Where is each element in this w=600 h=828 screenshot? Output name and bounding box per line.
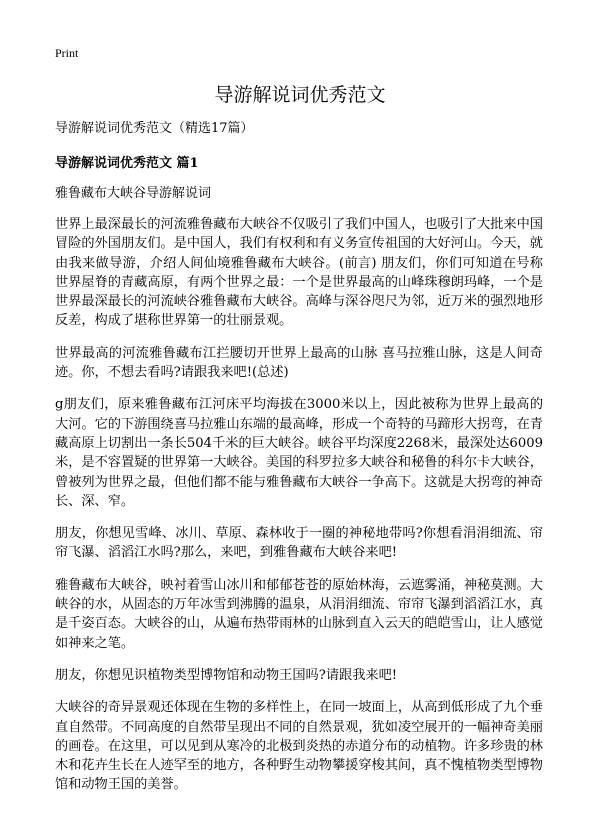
paragraph-2: 世界最高的河流雅鲁藏布江拦腰切开世界上最高的山脉 喜马拉雅山脉，这是人间奇迹。你，不想去看吗?请跟我来吧!(总述) bbox=[55, 345, 543, 381]
paragraph-7: 大峡谷的奇异景观还体现在生物的多样性上，在同一坡面上，从高到低形成了九个垂直自然带。不同高度的自然带呈现出不同的自然景观，犹如凌空展开的一幅神奇美丽的画卷。在这里，可以见到从寒冷的北极到炎热的赤道分布的动植物。许多珍贵的林木和花卉生长在人迹罕至的地方，各种野生动物攀援穿梭其间，真不愧植物类型博物馆和动物王国的美誉。 bbox=[55, 700, 543, 793]
section-heading: 导游解说词优秀范文 篇1 bbox=[55, 156, 199, 171]
document-body bbox=[55, 120, 543, 808]
document-subtitle: 导游解说词优秀范文（精选17篇） bbox=[55, 121, 254, 136]
paragraph-4: 朋友，你想见雪峰、冰川、草原、森林收于一圈的神秘地带吗?你想看涓涓细流、帘帘飞瀑、滔滔江水吗?那么，来吧，到雅鲁藏布大峡谷来吧! bbox=[55, 526, 543, 561]
paragraph-3: g朋友们，原来雅鲁藏布江河床平均海拔在3000米以上，因此被称为世界上最高的大河。它的下游围绕喜马拉雅山东端的最高峰，形成一个奇特的马蹄形大拐弯，在青藏高原上切割出一条长504千米的巨大峡谷。峡谷平均深度2268米，最深处达6009米，是不容置疑的世界第一大峡谷。美国的科罗拉多大峡谷和秘鲁的科尔卡大峡谷，曾被列为世界之最，但他们都不能与雅鲁藏布大峡谷一争高下。这就是大拐弯的神奇长、深、窄。 bbox=[55, 397, 543, 509]
paragraph-1: 世界上最深最长的河流雅鲁藏布大峡谷不仅吸引了我们中国人，也吸引了大批来中国冒险的外国朋友们。是中国人，我们有权利和有义务宣传祖国的大好河山。今天，就由我来做导游，介绍人间仙境雅鲁藏布大峡谷。(前言) 朋友们，你们可知道在号称世界屋脊的青藏高原，有两个世界之最：一个是世界最高的山峰珠穆朗玛峰，一个是世界最深最长的河流峡谷雅鲁藏布大峡谷。高峰与深谷咫尺为邻，近万米的强烈地形反差，构成了堪称世界第一的壮丽景观。 bbox=[55, 217, 543, 329]
print-label: Print bbox=[55, 46, 79, 60]
article-title: 雅鲁藏布大峡谷导游解说词 bbox=[55, 186, 212, 201]
paragraph-6: 朋友，你想见识植物类型博物馆和动物王国吗?请跟我来吧! bbox=[55, 667, 398, 683]
page-title: 导游解说词优秀范文 bbox=[214, 84, 386, 106]
paragraph-5: 雅鲁藏布大峡谷，映衬着雪山冰川和郁郁苍苍的原始林海，云遮雾涌，神秘莫测。大峡谷的水，从固态的万年冰雪到沸腾的温泉，从涓涓细流、帘帘飞瀑到滔滔江水，真是千姿百态。大峡谷的山，从遍布热带雨林的山脉到直入云天的皑皑雪山，让人感觉如神来之笔。 bbox=[55, 577, 543, 651]
